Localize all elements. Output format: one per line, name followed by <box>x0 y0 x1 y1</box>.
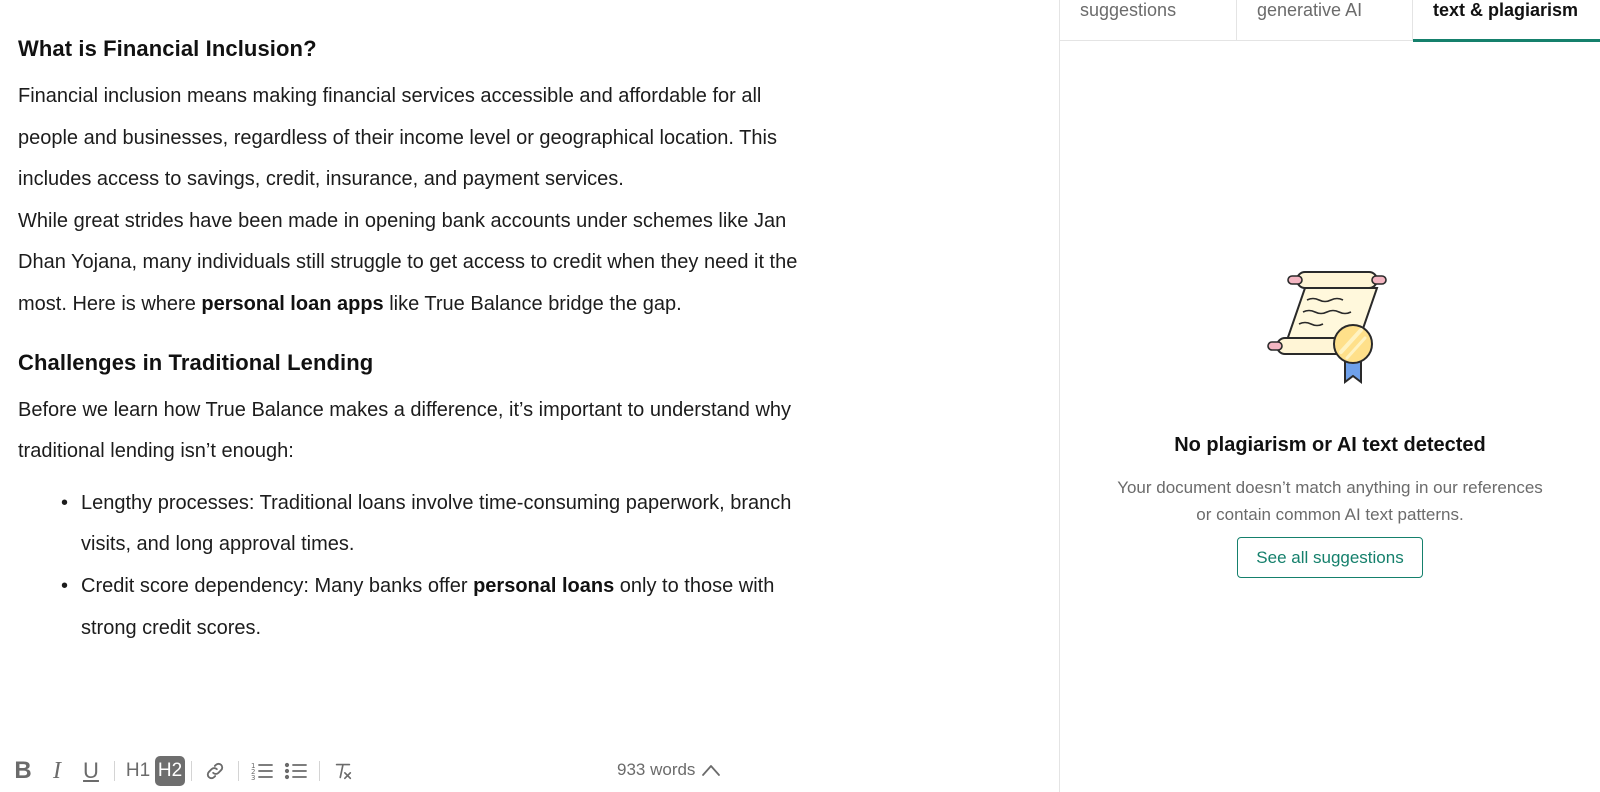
numbered-list-icon[interactable] <box>245 756 279 786</box>
bold-keyword: personal loans <box>473 574 615 597</box>
bullet-icon: • <box>61 574 69 597</box>
paragraph: Before we learn how True Balance makes a difference, it’s important to understand why traditional lending isn’t enough: <box>18 398 792 463</box>
list-item-text: Credit score dependency: Many banks offer <box>81 574 474 597</box>
heading1-button[interactable]: H1 <box>125 760 151 781</box>
toolbar-separator <box>114 761 115 781</box>
document-content[interactable] <box>18 30 798 649</box>
empty-state-description: Your document doesn’t match anything in our references or contain common AI text patterns. <box>1117 478 1543 524</box>
clear-format-icon[interactable] <box>326 756 360 786</box>
toolbar-separator <box>319 761 320 781</box>
word-count-toggle[interactable] <box>617 760 721 780</box>
certificate-scroll-icon <box>1265 268 1395 393</box>
heading2-button[interactable]: H2 <box>155 756 185 786</box>
tab-suggestions[interactable]: suggestions <box>1080 0 1177 20</box>
bullet-icon: • <box>61 491 69 514</box>
bold-button[interactable]: B <box>14 757 32 784</box>
paragraph-text: While great strides have been made in opening bank accounts under schemes like Jan Dhan Yojana, many individuals still struggle to get access to credit when they need it the most. Here is where <box>18 209 798 315</box>
italic-button[interactable]: I <box>53 757 61 784</box>
underline-button[interactable]: U <box>83 758 99 783</box>
chevron-up-icon <box>701 763 721 777</box>
link-icon[interactable] <box>198 756 232 786</box>
assistant-panel <box>1060 0 1600 792</box>
svg-text:2: 2 <box>251 768 256 776</box>
panel-tabs <box>1060 0 1600 41</box>
tab-text-plagiarism[interactable]: text & plagiarism <box>1412 0 1600 41</box>
list-item-text: only to those with strong credit scores. <box>81 574 775 639</box>
paragraph: Financial inclusion means making financial services accessible and affordable for all people and businesses, regardless of their income level or geographical location. This includes access to savings, credit, insurance, and payment services. <box>18 85 777 191</box>
paragraph <box>18 201 798 326</box>
empty-state-title: No plagiarism or AI text detected <box>1174 434 1486 456</box>
see-all-suggestions-button[interactable]: See all suggestions <box>1237 537 1423 578</box>
list-item <box>18 483 798 566</box>
bullet-list <box>18 483 798 649</box>
toolbar-separator <box>191 761 192 781</box>
bold-keyword: personal loan apps <box>201 292 384 315</box>
list-item <box>18 566 798 649</box>
format-toolbar <box>0 750 1058 792</box>
list-item-text: Lengthy processes: Traditional loans involve time-consuming paperwork, branch visits, and long approval times. <box>81 491 792 556</box>
word-count-label: 933 words <box>617 760 696 779</box>
paragraph-text: like True Balance bridge the gap. <box>383 292 682 315</box>
toolbar-separator <box>238 761 239 781</box>
heading-financial-inclusion: What is Financial Inclusion? <box>18 36 317 61</box>
heading-challenges: Challenges in Traditional Lending <box>18 349 374 375</box>
bullet-list-icon[interactable] <box>279 756 313 786</box>
tab-generative-ai[interactable]: generative AI <box>1236 0 1412 41</box>
svg-text:3: 3 <box>251 774 256 782</box>
svg-text:1: 1 <box>251 762 256 770</box>
